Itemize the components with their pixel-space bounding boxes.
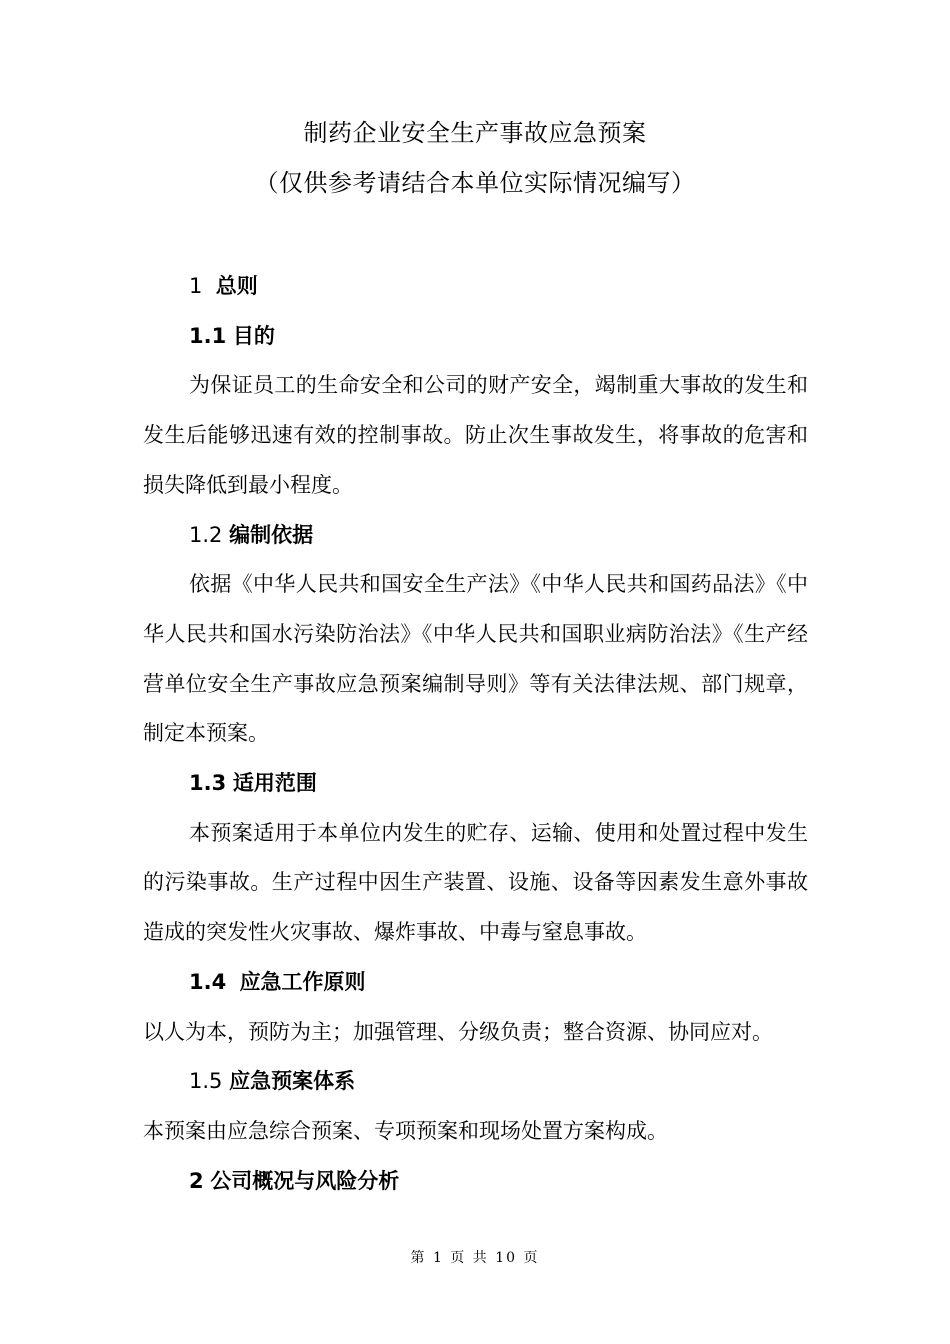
section-body-1-4: 以人为本，预防为主；加强管理、分级负责；整合资源、协同应对。 [143, 1019, 773, 1044]
section-number: 1.2 [189, 522, 223, 547]
section-title: 应急预案体系 [229, 1069, 356, 1094]
section-title: 公司概况与风险分析 [210, 1168, 400, 1193]
section-heading-1-2 [143, 511, 808, 561]
section-heading-1-3 [143, 759, 808, 809]
section-title: 目的 [232, 323, 275, 348]
section-number: 1.4 [189, 969, 227, 994]
document-body [143, 262, 808, 1206]
section-heading-1-5 [143, 1057, 808, 1107]
document-subtitle: （仅供参考请结合本单位实际情况编写） [254, 169, 696, 197]
section-body-1-5: 本预案由应急综合预案、专项预案和现场处置方案构成。 [143, 1118, 668, 1143]
page-footer: 第 1 页 共 10 页 [410, 1250, 540, 1266]
section-body-1-1: 为保证员工的生命安全和公司的财产安全，竭制重大事故的发生和发生后能够迅速有效的控制事故。防止次生事故发生，将事故的危害和损失降低到最小程度。 [143, 373, 808, 497]
section-title: 总则 [215, 274, 258, 298]
section-number: 2 [189, 1168, 204, 1193]
document-title: 制药企业安全生产事故应急预案 [303, 119, 647, 147]
section-number: 1.5 [189, 1069, 223, 1094]
section-title: 编制依据 [229, 522, 314, 547]
section-heading-2 [143, 1157, 808, 1207]
section-body-1-3: 本预案适用于本单位内发生的贮存、运输、使用和处置过程中发生的污染事故。生产过程中因生产装置、设施、设备等因素发生意外事故造成的突发性火灾事故、爆炸事故、中毒与窒息事故。 [143, 820, 808, 945]
section-number: 1.3 [189, 771, 227, 796]
section-number: 1.1 [189, 323, 227, 348]
section-number: 1 [189, 274, 203, 298]
section-title: 适用范围 [232, 771, 317, 796]
section-heading-1 [143, 262, 808, 312]
section-heading-1-4 [143, 958, 808, 1008]
section-heading-1-1 [143, 312, 808, 362]
section-title: 应急工作原则 [239, 969, 366, 994]
section-body-1-2: 依据《中华人民共和国安全生产法》《中华人民共和国药品法》《中华人民共和国水污染防治法》《中华人民共和国职业病防治法》《生产经营单位安全生产事故应急预案编制导则》等有关法律法规、部门规章，制定本预案。 [143, 572, 808, 746]
